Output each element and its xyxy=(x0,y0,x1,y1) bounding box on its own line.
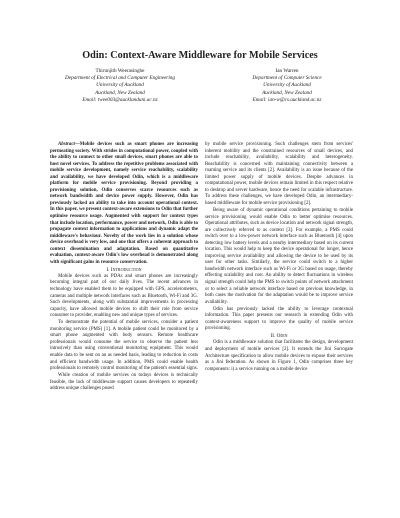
author-department: Department of Electrical and Computer Engineering xyxy=(65,75,175,82)
left-column xyxy=(50,142,198,393)
right-paragraph-1: by mobile service provisioning. Such challenges stem from services' inherent mobility and the constrained resources of small devices, and include reachability, availability, scalability and heterogeneity. Reachability is concerned with maintaining connectivity between a roaming service and its clients [2]. Availability is an issue because of the limited power supply of mobile devices. Despite advances in computational power, mobile devices remain limited in this respect relative to desktop and server hardware, hence the need for scalable infrastructure. To address these challenges, we have developed Odin, an intermediary-based middleware for mobile service provisioning [2]. xyxy=(205,142,353,206)
author-city: Auckland, New Zealand xyxy=(262,89,312,96)
author-name: Thirunjith Weerasinghe xyxy=(95,68,145,74)
odin-paragraph-1: Odin is a middleware solution that facilitates the design, development and deployment of mobile services [2]. It extends the Jini Surrogate Architecture specification to allow mobile devices to expose their services as a Jini federation. As shown in Figure 1, Odin comprises three key components: i) a service running on a mobile device xyxy=(205,340,353,372)
author-email: Email: twee003@aucklanduni.ac.nz xyxy=(82,96,158,103)
author-name: Ian Warren xyxy=(275,68,299,74)
author-email: Email: ian-w@cs.auckland.ac.nz xyxy=(252,96,322,103)
right-paragraph-3: Odin has previously lacked the ability to leverage contextual information. This paper presents our research in extending Odin with context-awareness support to improve the quality of mobile service provisioning. xyxy=(205,306,353,332)
author-block-1 xyxy=(45,68,195,104)
author-university: University of Auckland xyxy=(263,82,311,89)
section-heading-odin: II. Odin xyxy=(270,333,288,340)
intro-paragraph-3: While creation of mobile services on todays devices is technically feasible, the lack of middleware support causes developers to repeatedly address unique challenges posed xyxy=(50,373,198,392)
abstract xyxy=(50,142,198,266)
abstract-label: Abstract xyxy=(58,142,75,147)
right-column xyxy=(205,142,353,373)
right-paragraph-2: Being aware of dynamic operational conditions pertaining to mobile service provisioning would enable Odin to better optimise resources. Operational attributes, such as device location and network signal strength, are collectively referred to as context [3]. For example, a PMS could switch over to a low-power network interface such as Bluetooth [4] upon detecting low battery levels and a nearby intermediary based on its current location. This would help to keep the device operational for longer, hence improving service availability and allowing the device to be used by its user for other tasks. Similarly, the service could switch to a higher bandwidth network interface such as Wi-Fi or 3G based on usage, thereby effecting scalability and cost. An ability to detect fluctuations in wireless signal strength could help the PMS to switch points of network attachment or to select a reliable network interface based on previous knowledge, in both cases the motivation for the adaptation would be to improve service availability. xyxy=(205,207,353,305)
paper-title: Odin: Context-Aware Middleware for Mobile Services xyxy=(82,50,318,61)
author-city: Auckland, New Zealand xyxy=(95,89,145,96)
author-university: University of Auckland xyxy=(96,82,144,89)
author-block-2 xyxy=(212,68,362,104)
section-heading-introduction: I. Introduction xyxy=(106,266,142,273)
abstract-text: —Mobile devices such as smart phones are increasing permeating society. With strides in computational power, coupled with the ability to connect to other small devices, smart phones are able to host novel services. To address the repetitive problems associated with mobile service development, namely service reachability, scalability and availability, we have developed Odin, which is a middleware platform for mobile service provisioning. Beyond providing a provisioning solution, Odin conserves scarce resources such as network bandwidth and device power supply. However, Odin has previously lacked an ability to take into account operational context. In this paper, we present context-aware extensions to Odin that further optimise resource usage. Augmented with support for context types that include location, performance, power and network, Odin is able to propagate context information to applications and dynamic adapt the middleware's behaviour. Novelty of the work lies in a solution whose device overhead is very low, and one that offers a coherent approach to context dissemination and adaptation. Based on quantitative evaluation, context-aware Odin's low overhead is demonstrated along with significant gains in resource conservation. xyxy=(50,142,198,265)
author-department: Department of Computer Science xyxy=(252,75,322,82)
intro-paragraph-2: To demonstrate the potential of mobile services, consider a patient monitoring service (PMS) [1]. A mobile patient could be monitored by a smart phone augmented with body sensors. Remote healthcare professionals would consume the service to observe the patient less intrusively than using conventional monitoring equipment. This would enable data to be sent on an as needed basis, leading to reduction in costs and efficient bandwidth usage. In addition, PMS could enable health professionals to remotely control monitoring of the patient's essential signs. xyxy=(50,320,198,372)
intro-paragraph-1: Mobile devices such as PDAs and smart phones are increasingly becoming integral part of our daily lives. The recent advances in technology have enabled them to be equipped with GPS, accelerometers, cameras and multiple network interfaces such as Bluetooth, Wi-Fi and 3G. Such developments, along with substantial improvements in processing capacity, have allowed mobile devices to shift their role from service consumer to provider, enabling new and unique types of services. xyxy=(50,273,198,319)
